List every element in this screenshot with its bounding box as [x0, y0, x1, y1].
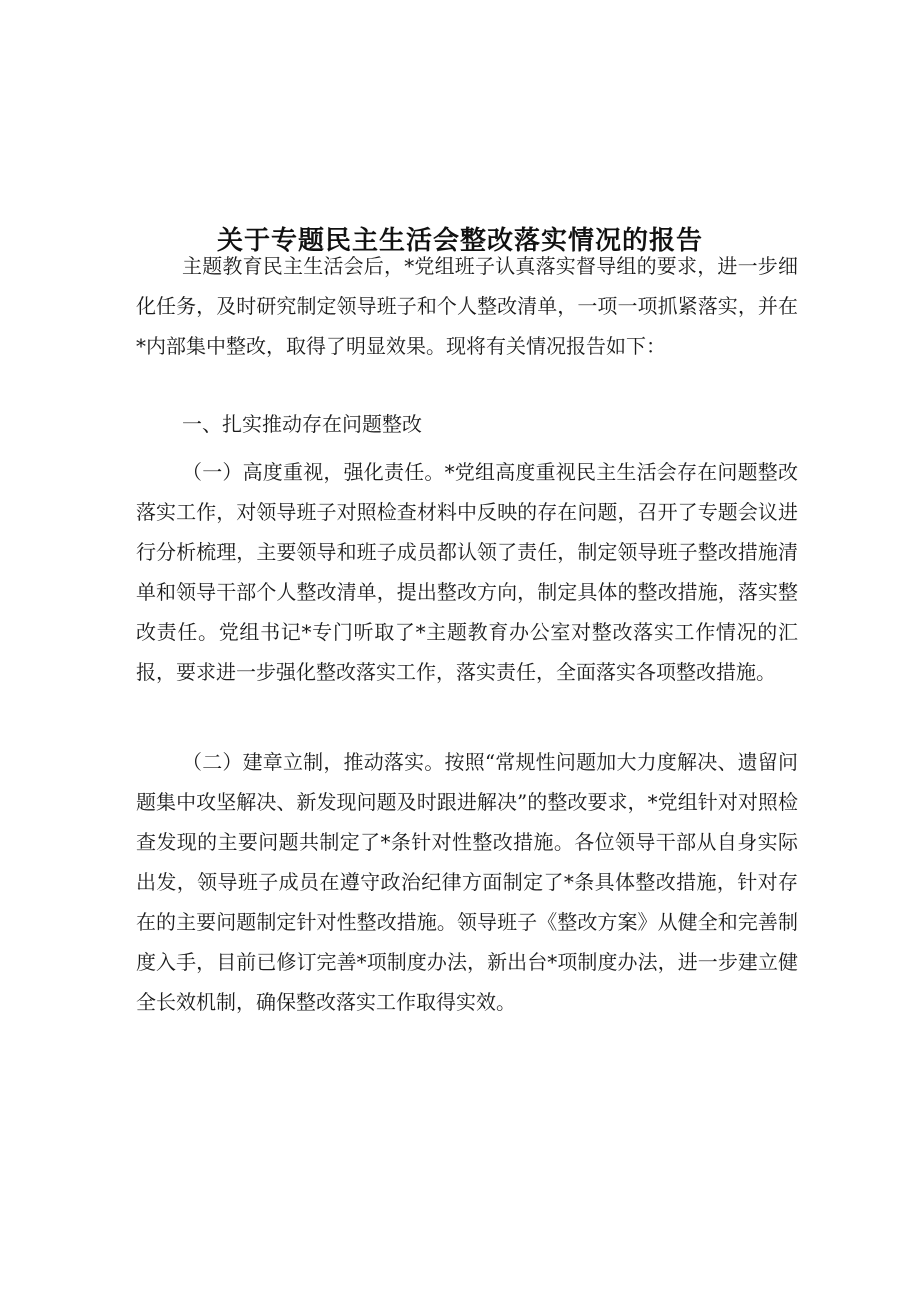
subsection-1-paragraph: （一）高度重视，强化责任。*党组高度重视民主生活会存在问题整改落实工作，对领导班子对照检查材料中反映的存在问题，召开了专题会议进行分析梳理，主要领导和班子成员都认领了责任，制定领导班子整改措施清单和领导干部个人整改清单，提出整改方向，制定具体的整改措施，落实整改责任。党组书记*专门听取了*主题教育办公室对整改落实工作情况的汇报，要求进一步强化整改落实工作，落实责任，全面落实各项整改措施。 — [136, 460, 798, 684]
subsection-2-paragraph: （二）建章立制，推动落实。按照“常规性问题加大力度解决、遗留问题集中攻坚解决、新发现问题及时跟进解决”的整改要求，*党组针对对照检查发现的主要问题共制定了*条针对性整改措施。各位领导干部从自身实际出发，领导班子成员在遵守政治纪律方面制定了*条具体整改措施，针对存在的主要问题制定针对性整改措施。领导班子《整改方案》从健全和完善制度入手，目前已修订完善*项制度办法，新出台*项制度办法，进一步建立健全长效机制，确保整改落实工作取得实效。 — [136, 750, 798, 1014]
section-heading: 一、扎实推动存在问题整改 — [182, 412, 422, 436]
document-title: 关于专题民主生活会整改落实情况的报告 — [216, 226, 703, 256]
intro-paragraph: 主题教育民主生活会后，*党组班子认真落实督导组的要求，进一步细化任务，及时研究制定领导班子和个人整改清单，一项一项抓紧落实，并在*内部集中整改，取得了明显效果。现将有关情况报告如下： — [136, 254, 798, 358]
